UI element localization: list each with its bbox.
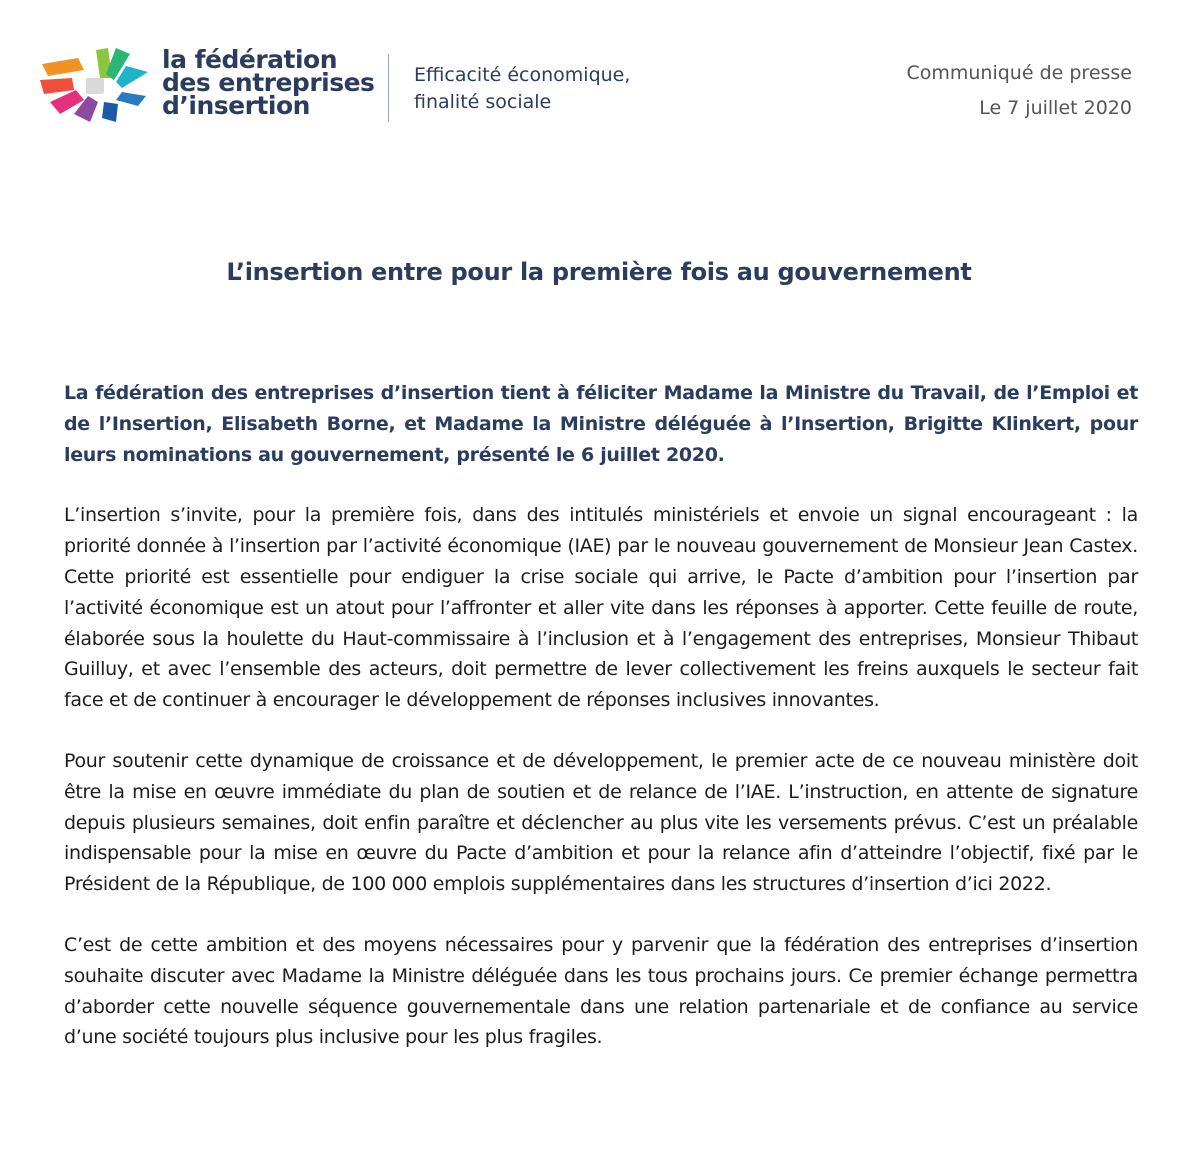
lead-paragraph: La fédération des entreprises d’insertion tient à féliciter Madame la Ministre du Travail, de l’Emploi et de l’Insertion, Elisabeth Borne, et Madame la Ministre déléguée à l’Insertion, Brigitte Klinkert, pour leurs nominations au gouvernement, présenté le 6 juillet 2020. [64, 382, 1138, 466]
page-title: L’insertion entre pour la première fois au gouvernement [226, 258, 972, 287]
logo-line-1: la fédération [162, 45, 338, 74]
press-release-info [906, 56, 1132, 126]
release-date: Le 7 juillet 2020 [979, 97, 1132, 119]
paragraph-1: L’insertion s’invite, pour la première fois, dans des intitulés ministériels et envoie un signal encourageant : la priorité donnée à l’insertion par l’activité économique (IAE) par le nouveau gouvernement de Monsieur Jean Castex. Cette priorité est essentielle pour endiguer la crise sociale qui arrive, le Pacte d’ambition pour l’insertion par l’activité économique est un atout pour l’affronter et aller vite dans les réponses à apporter. Cette feuille de route, élaborée sous la houlette du Haut-commissaire à l’inclusion et à l’engagement des entreprises, Monsieur Thibaut Guilluy, et avec l’ensemble des acteurs, doit permettre de lever collectivement les freins auxquels le secteur fait face et de continuer à encourager le développement de réponses inclusives innovantes. [64, 504, 1138, 712]
tagline-line-2: finalité sociale [414, 91, 552, 113]
press-release-body [64, 378, 1138, 1083]
press-release-header [0, 0, 1198, 150]
paragraph-2: Pour soutenir cette dynamique de croissance et de développement, le premier acte de ce nouveau ministère doit être la mise en œuvre immédiate du plan de soutien et de relance de l’IAE. L’instruction, en attente de signature depuis plusieurs semaines, doit enfin paraître et déclencher au plus vite les versements prévus. C’est un préalable indispensable pour la mise en œuvre du Pacte d’ambition et pour la relance afin d’atteindre l’objectif, fixé par le Président de la République, de 100 000 emplois supplémentaires dans les structures d’insertion d’ici 2022. [64, 749, 1138, 896]
paragraph-3: C’est de cette ambition et des moyens nécessaires pour y parvenir que la fédération des entreprises d’insertion souhaite discuter avec Madame la Ministre déléguée dans les tous prochains jours. Ce premier échange permettra d’aborder cette nouvelle séquence gouvernementale dans une relation partenariale et de confiance au service d’une société toujours plus inclusive pour les plus fragiles. [64, 933, 1138, 1049]
tagline-line-1: Efficacité économique, [414, 64, 631, 86]
logo-line-3: d’insertion [162, 91, 310, 120]
logo-wordmark [162, 45, 375, 120]
logo-divider [388, 54, 389, 122]
federation-logo-icon [38, 44, 156, 122]
tagline [414, 62, 630, 116]
document-type: Communiqué de presse [906, 62, 1132, 84]
logo-line-2: des entreprises [162, 68, 375, 97]
